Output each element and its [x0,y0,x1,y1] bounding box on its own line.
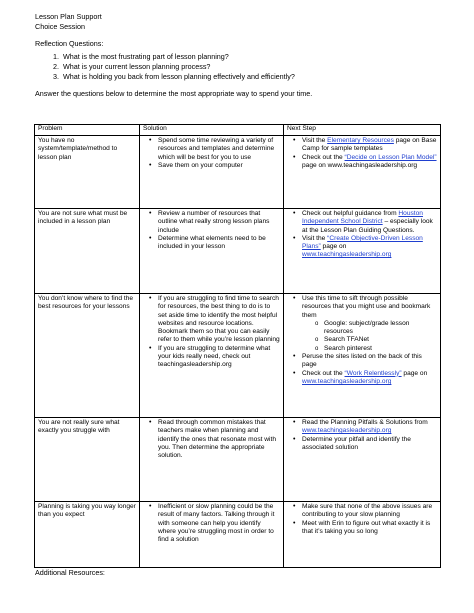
text-run: page on [320,243,347,251]
reflection-questions [35,52,447,82]
column-header-next-step: Next Step [284,125,441,136]
text-run: Check out helpful guidance from [302,210,399,217]
next-step-bullet [302,154,437,171]
solution-bullet: • If you are struggling to determine what your kids really need, check out teachingasleadership.org [158,345,280,370]
table-row [35,502,441,568]
next-step-bullet [302,235,437,260]
solution-cell [140,502,284,568]
text-run: Check out the [302,369,345,377]
next-step-bullet [302,419,437,436]
problem-cell: You have no system/template/method to lesson plan [35,136,140,209]
table-row [35,209,441,294]
teachingasleadership-link[interactable]: www.teachingasleadership.org [302,427,392,435]
additional-resources-label: Additional Resources: [35,568,105,577]
table-row [35,294,441,418]
next-step-bullet: • Make sure that none of the above issues are contributing to your slow planning [302,503,437,520]
solution-cell [140,209,284,294]
column-header-problem: Problem [35,125,140,136]
solution-cell [140,294,284,418]
teachingasleadership-link[interactable]: www.teachingasleadership.org [302,377,392,385]
solution-cell [140,136,284,209]
next-step-cell [284,418,441,502]
solution-bullet: • If you are struggling to find time to search for resources, the best thing to do is to set aside time to identify the most helpful websites and resource locations. Bookmark them so that you can easily refer to them while you’re lesson planning [158,295,280,345]
solution-bullet: • Spend some time reviewing a variety of resources and templates and determine which will be best for you to use [158,137,280,162]
text-run: Read the Planning Pitfalls & Solutions from [302,419,428,426]
next-step-bullet [302,295,437,353]
next-step-cell [284,294,441,418]
next-step-bullet: • Meet with Erin to figure out what exactly it is that it’s taking you so long [302,520,437,537]
create-objective-driven-link[interactable]: “Create Objective-Driven Lesson Plans” [302,234,423,251]
next-step-bullet [302,210,437,235]
table-header-row [35,125,441,136]
next-step-bullet [302,137,437,154]
sub-bullet: o Search TFANet [324,336,437,344]
elementary-resources-link[interactable]: Elementary Resources [327,137,394,144]
reflection-heading: Reflection Questions: [35,39,104,49]
table-row [35,418,441,502]
text-run: page on [401,369,428,377]
question-item: 1. What is the most frustrating part of lesson planning? [61,52,447,62]
solution-bullet: • Read through common mistakes that teachers make when planning and identify the ones that resonate most with you. Then determine the appropriate solution. [158,419,280,460]
problem-cell: You are not sure what must be included in a lesson plan [35,209,140,294]
solution-bullet: • Review a number of resources that outline what really strong lesson plans include [158,210,280,235]
problem-cell: Planning is taking you way longer than you expect [35,502,140,568]
sub-list [302,320,437,353]
next-step-cell [284,502,441,568]
table-row [35,136,441,209]
solution-cell [140,418,284,502]
lesson-plan-table [34,124,441,568]
houston-isd-link[interactable]: Houston Independent School District [302,210,423,226]
solution-bullet: • Determine what elements need to be included in your lesson [158,235,280,252]
solution-bullet: • Save them on your computer [158,162,280,170]
instruction-text: Answer the questions below to determine the most appropriate way to spend your time. [35,88,313,98]
solution-bullet: • Inefficient or slow planning could be the result of many factors. Talking through it with someone can help you identify where you’re struggling most in order to find a solution [158,503,280,544]
text-run: Visit the [302,137,328,144]
document-title: Lesson Plan Support [35,12,102,21]
text-run: – especially look at the Lesson Plan Guiding Questions. [302,218,433,234]
next-step-cell [284,136,441,209]
text-run: page on Base Camp for sample templates [302,137,437,153]
next-step-bullet [302,370,437,387]
document-subtitle: Choice Session [35,21,85,31]
sub-bullet: o Search pinterest [324,345,437,353]
work-relentlessly-link[interactable]: “Work Relentlessly” [344,369,402,377]
problem-cell: You don’t know where to find the best resources for your lessons [35,294,140,418]
text-run: Use this time to sift through possible resources that you might use and bookmark them [302,295,431,319]
text-run: Check out the [302,153,345,161]
column-header-solution: Solution [140,125,284,136]
text-run: page on www.teachingasleadership.org [302,161,418,169]
teachingasleadership-link[interactable]: www.teachingasleadership.org [302,251,392,259]
next-step-bullet: • Determine your pitfall and identify the associated solution [302,436,437,453]
next-step-cell [284,209,441,294]
question-item: 2. What is your current lesson planning process? [61,62,447,72]
text-run: Visit the [302,234,328,242]
sub-bullet: o Google: subject/grade lesson resources [324,320,437,337]
decide-lesson-plan-model-link[interactable]: “Decide on Lesson Plan Model” [344,153,437,161]
next-step-bullet: • Peruse the sites listed on the back of this page [302,353,437,370]
document-page [35,12,447,98]
problem-cell: You are not really sure what exactly you struggle with [35,418,140,502]
question-item: 3. What is holding you back from lesson planning effectively and efficiently? [61,72,447,82]
